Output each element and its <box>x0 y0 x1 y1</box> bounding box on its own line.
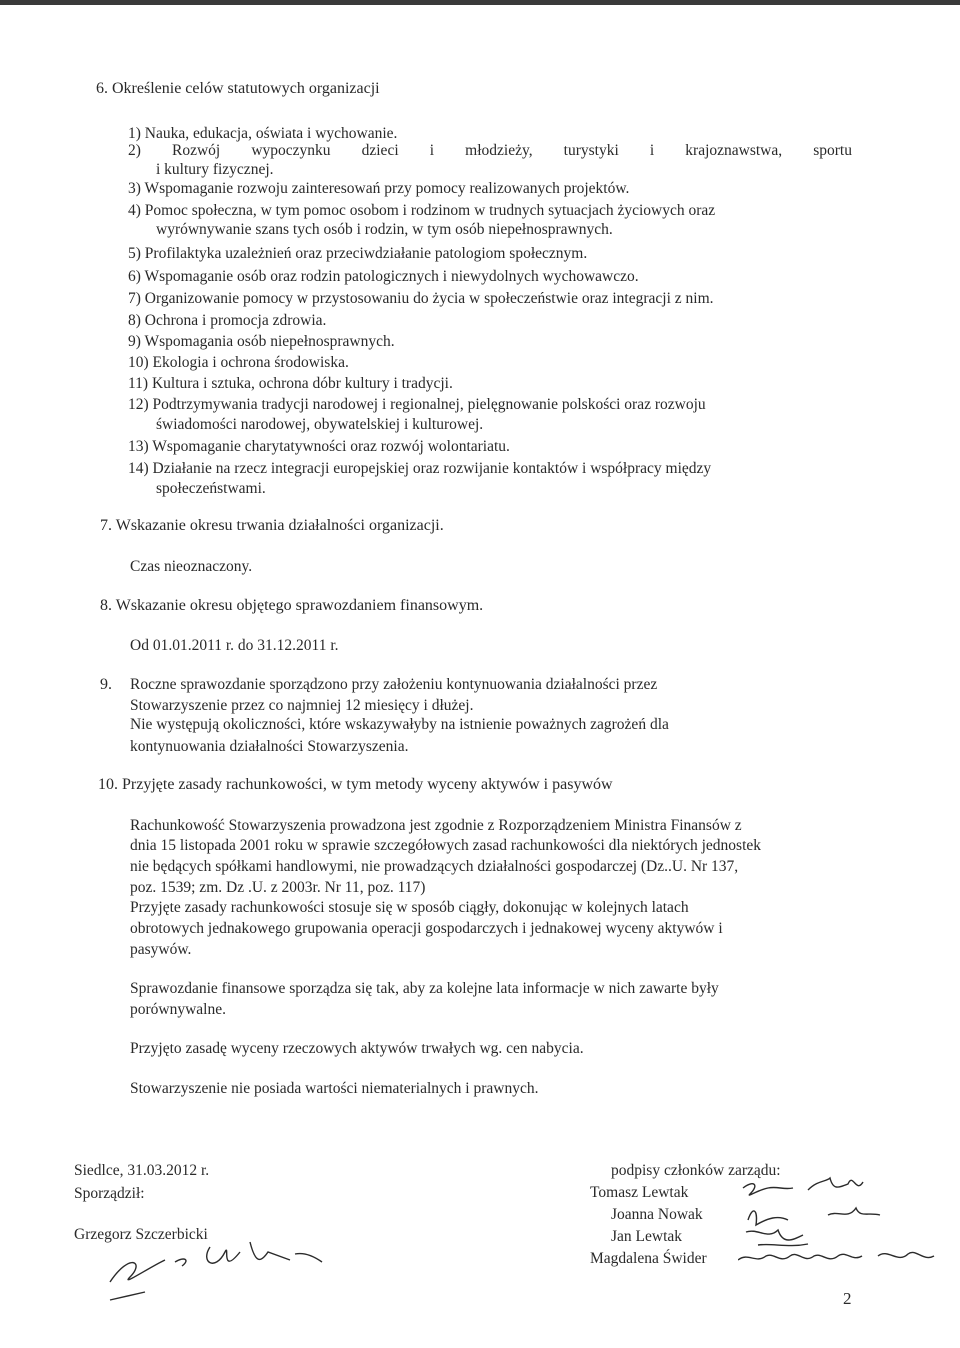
list-item: 1) Nauka, edukacja, oświata i wychowanie. <box>128 125 398 142</box>
preparer-signature <box>90 1222 330 1302</box>
section-10-line: nie będących spółkami handlowymi, nie prowadzących działalności gospodarczej (Dz..U. Nr 137, <box>130 858 739 875</box>
list-item-continuation: społeczeństwami. <box>156 480 266 497</box>
list-item: 14) Działanie na rzecz integracji europejskiej oraz rozwijanie kontaktów i współpracy między <box>128 460 712 477</box>
list-item: 6) Wspomaganie osób oraz rodzin patologicznych i niewydolnych wychowawczo. <box>128 268 639 285</box>
section-9-line: Nie występują okoliczności, które wskazywałyby na istnienie poważnych zagrożeń dla <box>130 716 669 733</box>
board-signatures-handwriting <box>738 1160 938 1280</box>
list-item: 10) Ekologia i ochrona środowiska. <box>128 354 349 371</box>
section-10-line: Stowarzyszenie nie posiada wartości niematerialnych i prawnych. <box>130 1080 539 1097</box>
preparer-name: Grzegorz Szczerbicki <box>74 1226 208 1243</box>
justified-word: młodzieży, <box>465 142 533 159</box>
justified-word: 2) <box>128 142 141 159</box>
prepared-by-label: Sporządził: <box>74 1185 145 1202</box>
justified-word: turystyki <box>563 142 619 159</box>
list-item-continuation: i kultury fizycznej. <box>156 161 274 178</box>
justified-word: krajoznawstwa, <box>685 142 783 159</box>
section-9-number: 9. <box>100 676 112 693</box>
scan-top-edge <box>0 0 960 5</box>
list-item: 12) Podtrzymywania tradycji narodowej i regionalnej, pielęgnowanie polskości oraz rozwoju <box>128 396 706 413</box>
place-date: Siedlce, 31.03.2012 r. <box>74 1162 210 1179</box>
section-10-line: pasywów. <box>130 941 192 958</box>
justified-word: i <box>429 142 435 159</box>
section-10-line: Sprawozdanie finansowe sporządza się tak, aby za kolejne lata informacje w nich zawarte były <box>130 980 719 997</box>
section-9-line: Roczne sprawozdanie sporządzono przy założeniu kontynuowania działalności przez <box>130 676 658 693</box>
section-8-text: Od 01.01.2011 r. do 31.12.2011 r. <box>130 637 339 654</box>
section-7-text: Czas nieoznaczony. <box>130 558 253 575</box>
justified-word: i <box>649 142 655 159</box>
list-item: 5) Profilaktyka uzależnień oraz przeciwdziałanie patologiom społecznym. <box>128 245 588 262</box>
section-10-line: obrotowych jednakowego grupowania operacji gospodarczych i jednakowej wyceny aktywów i <box>130 920 723 937</box>
list-item-continuation: świadomości narodowej, obywatelskiej i kulturowej. <box>156 416 484 433</box>
board-member-name: Jan Lewtak <box>611 1228 683 1245</box>
list-item <box>128 142 852 160</box>
board-member-name: Joanna Nowak <box>611 1206 703 1223</box>
section-10-line: porównywalne. <box>130 1001 226 1018</box>
list-item: 4) Pomoc społeczna, w tym pomoc osobom i rodzinom w trudnych sytuacjach życiowych oraz <box>128 202 716 219</box>
section-10-line: Rachunkowość Stowarzyszenia prowadzona jest zgodnie z Rozporządzeniem Ministra Finansów z <box>130 817 742 834</box>
board-member-name: Magdalena Świder <box>590 1250 707 1267</box>
justified-word: wypoczynku <box>251 142 331 159</box>
justified-word: Rozwój <box>172 142 221 159</box>
page-number: 2 <box>843 1289 852 1308</box>
section-10-line: Przyjęto zasadę wyceny rzeczowych aktywów trwałych wg. cen nabycia. <box>130 1040 584 1057</box>
list-item: 11) Kultura i sztuka, ochrona dóbr kultury i tradycji. <box>128 375 453 392</box>
list-item-continuation: wyrównywanie szans tych osób i rodzin, w tym osób niepełnosprawnych. <box>156 221 613 238</box>
list-item: 9) Wspomagania osób niepełnosprawnych. <box>128 333 395 350</box>
justified-word: dzieci <box>361 142 399 159</box>
list-item: 13) Wspomaganie charytatywności oraz rozwój wolontariatu. <box>128 438 510 455</box>
section-10-line: Przyjęte zasady rachunkowości stosuje się w sposób ciągły, dokonując w kolejnych latach <box>130 899 689 916</box>
list-item: 8) Ochrona i promocja zdrowia. <box>128 312 327 329</box>
justified-word: sportu <box>813 142 852 159</box>
section-10-line: dnia 15 listopada 2001 roku w sprawie szczegółowych zasad rachunkowości dla niektórych jednostek <box>130 837 762 854</box>
section-6-heading: 6. Określenie celów statutowych organizacji <box>96 80 380 97</box>
list-item: 7) Organizowanie pomocy w przystosowaniu do życia w społeczeństwie oraz integracji z nim. <box>128 290 714 307</box>
section-9-line: kontynuowania działalności Stowarzyszenia. <box>130 738 409 755</box>
list-item: 3) Wspomaganie rozwoju zainteresowań przy pomocy realizowanych projektów. <box>128 180 630 197</box>
section-10-heading: 10. Przyjęte zasady rachunkowości, w tym metody wyceny aktywów i pasywów <box>98 776 613 793</box>
section-9-line: Stowarzyszenie przez co najmniej 12 miesięcy i dłużej. <box>130 697 474 714</box>
section-8-heading: 8. Wskazanie okresu objętego sprawozdaniem finansowym. <box>100 597 484 614</box>
board-signatures-label: podpisy członków zarządu: <box>611 1162 781 1179</box>
section-10-line: poz. 1539; zm. Dz .U. z 2003r. Nr 11, poz. 117) <box>130 879 426 896</box>
board-member-name: Tomasz Lewtak <box>590 1184 689 1201</box>
section-7-heading: 7. Wskazanie okresu trwania działalności organizacji. <box>100 517 444 534</box>
